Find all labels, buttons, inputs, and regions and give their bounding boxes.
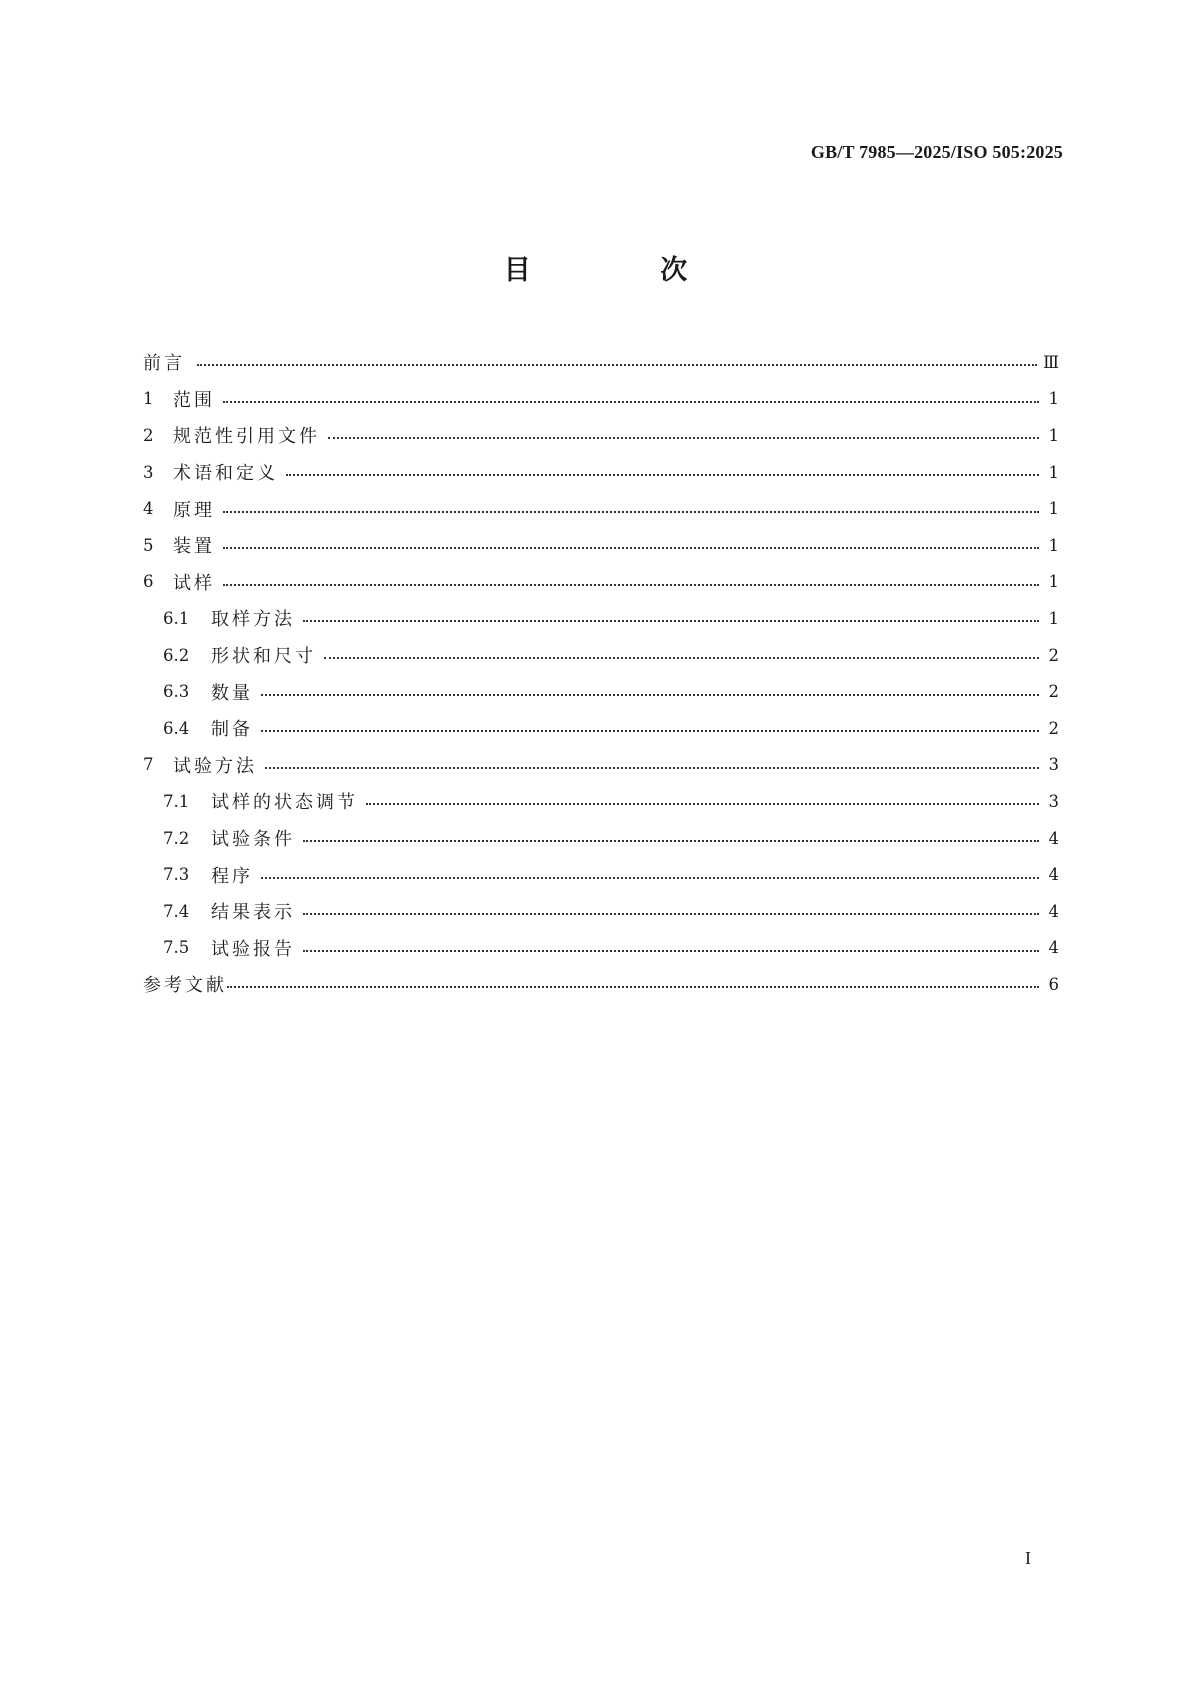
- toc-entry-label: 原理: [173, 499, 215, 521]
- toc-entry-5[interactable]: [143, 527, 1059, 564]
- dot-leader: [303, 608, 1039, 628]
- toc-entry-6-3[interactable]: [143, 673, 1059, 710]
- toc-entry-7-4[interactable]: [143, 893, 1059, 930]
- toc-entry-page: 4: [1048, 865, 1059, 885]
- dot-leader: [265, 755, 1039, 775]
- toc-entry-number: 7.2: [163, 828, 190, 848]
- dot-leader: [227, 974, 1039, 994]
- toc-entry-label: 范围: [173, 389, 215, 411]
- toc-entry-number: 5: [143, 535, 154, 555]
- dot-leader: [303, 828, 1039, 848]
- dot-leader: [223, 572, 1039, 592]
- toc-entry-page: 1: [1048, 462, 1059, 482]
- toc-entry-bibliography[interactable]: [143, 966, 1059, 1003]
- toc-entry-page: 2: [1048, 682, 1059, 702]
- toc-entry-label: 形状和尺寸: [211, 646, 316, 668]
- toc-entry-label: 装置: [173, 536, 215, 558]
- page-number: I: [1025, 1548, 1031, 1568]
- dot-leader: [261, 682, 1039, 702]
- toc-entry-number: 6: [143, 572, 154, 592]
- toc-entry-page: 1: [1048, 389, 1059, 409]
- dot-leader: [223, 535, 1039, 555]
- toc-entry-label: 试验方法: [173, 755, 257, 777]
- toc-entry-label: 程序: [211, 865, 253, 887]
- dot-leader: [223, 389, 1039, 409]
- toc-entry-number: 3: [143, 462, 154, 482]
- table-of-contents: [143, 344, 1059, 1003]
- toc-entry-number: 6.2: [163, 645, 190, 665]
- toc-entry-label: 试验报告: [211, 938, 295, 960]
- toc-entry-label: 规范性引用文件: [173, 426, 320, 448]
- dot-leader: [223, 499, 1039, 519]
- dot-leader: [328, 425, 1039, 445]
- document-code: GB/T 7985—2025/ISO 505:2025: [810, 142, 1063, 162]
- toc-entry-page: 1: [1048, 499, 1059, 519]
- dot-leader: [324, 645, 1039, 665]
- toc-entry-label: 制备: [211, 719, 253, 741]
- toc-entry-6-1[interactable]: [143, 600, 1059, 637]
- toc-entry-page: 3: [1048, 755, 1059, 775]
- toc-entry-2[interactable]: [143, 417, 1059, 454]
- toc-entry-page: 4: [1048, 938, 1059, 958]
- toc-entry-number: 7.1: [163, 791, 190, 811]
- toc-entry-page: 1: [1048, 535, 1059, 555]
- toc-entry-number: 7.5: [163, 938, 190, 958]
- toc-entry-number: 2: [143, 425, 154, 445]
- toc-entry-label: 取样方法: [211, 609, 295, 631]
- toc-entry-6-4[interactable]: [143, 710, 1059, 747]
- toc-entry-3[interactable]: [143, 454, 1059, 491]
- toc-entry-label: 试验条件: [211, 829, 295, 851]
- toc-entry-7-5[interactable]: [143, 930, 1059, 967]
- toc-entry-label: 试样的状态调节: [211, 792, 358, 814]
- dot-leader: [303, 901, 1039, 921]
- toc-entry-number: 6.4: [163, 718, 190, 738]
- toc-entry-label: 结果表示: [211, 902, 295, 924]
- toc-entry-number: 1: [143, 389, 154, 409]
- toc-entry-page: 2: [1048, 718, 1059, 738]
- toc-entry-7-2[interactable]: [143, 820, 1059, 857]
- toc-entry-page: 6: [1048, 974, 1059, 994]
- toc-entry-page: 1: [1048, 608, 1059, 628]
- page-title: 目 次: [503, 255, 748, 286]
- toc-entry-number: 6.3: [163, 682, 190, 702]
- dot-leader: [197, 352, 1037, 372]
- toc-entry-page: 1: [1048, 572, 1059, 592]
- toc-entry-number: 7.4: [163, 901, 190, 921]
- toc-entry-label: 参考文献: [143, 975, 227, 997]
- toc-entry-page: 4: [1048, 901, 1059, 921]
- toc-entry-label: 数量: [211, 682, 253, 704]
- toc-entry-7-3[interactable]: [143, 856, 1059, 893]
- dot-leader: [261, 718, 1039, 738]
- dot-leader: [366, 791, 1039, 811]
- toc-entry-label: 试样: [173, 572, 215, 594]
- toc-entry-page: 2: [1048, 645, 1059, 665]
- toc-entry-page: 4: [1048, 828, 1059, 848]
- toc-entry-1[interactable]: [143, 381, 1059, 418]
- toc-entry-6[interactable]: [143, 564, 1059, 601]
- toc-entry-6-2[interactable]: [143, 637, 1059, 674]
- toc-entry-7-1[interactable]: [143, 783, 1059, 820]
- toc-entry-label: 术语和定义: [173, 463, 278, 485]
- dot-leader: [261, 865, 1039, 885]
- toc-entry-4[interactable]: [143, 490, 1059, 527]
- toc-entry-number: 6.1: [163, 608, 190, 628]
- dot-leader: [286, 462, 1039, 482]
- dot-leader: [303, 938, 1039, 958]
- toc-entry-page: 3: [1048, 791, 1059, 811]
- toc-entry-number: 7.3: [163, 865, 190, 885]
- toc-entry-foreword[interactable]: [143, 344, 1059, 381]
- toc-entry-page: 1: [1048, 425, 1059, 445]
- toc-entry-number: 4: [143, 499, 154, 519]
- toc-entry-page: Ⅲ: [1043, 352, 1059, 372]
- toc-entry-7[interactable]: [143, 747, 1059, 784]
- toc-entry-label: 前言: [143, 353, 185, 375]
- toc-entry-number: 7: [143, 755, 154, 775]
